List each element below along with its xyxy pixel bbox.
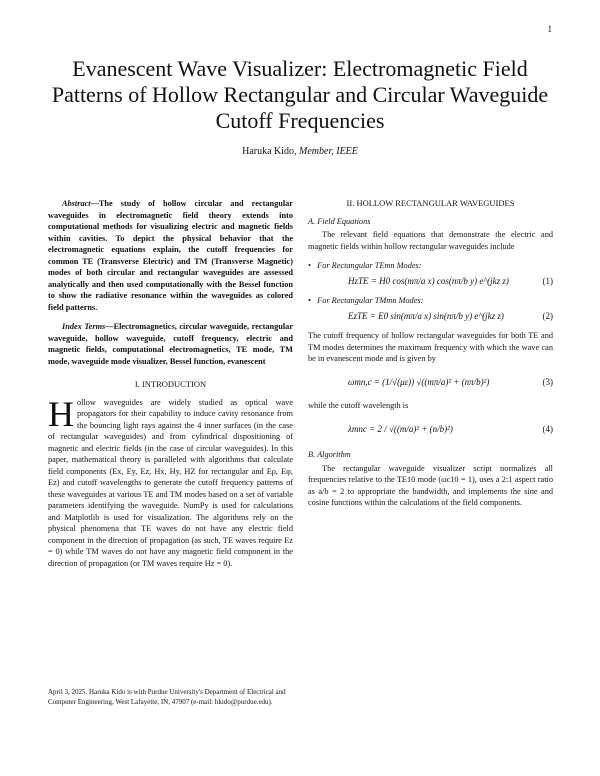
author-role: Member, IEEE: [299, 146, 358, 157]
bullet-te-label: For Rectangular TEmn Modes:: [317, 261, 422, 270]
cutoff-frequency-text: The cutoff frequency of hollow rectangular waveguides for both TE and TM modes determines the maximum frequency with which the wave can be in evanescent mode and is given by: [308, 331, 553, 363]
footnote: April 3, 2025. Haruka Kido is with Purdue University's Department of Electrical and Computer Engineering, West Lafayette, IN, 47907 (e-mail: hkido@purdue.edu).: [48, 688, 286, 706]
index-terms: [48, 321, 293, 367]
section-2-heading: II. HOLLOW RECTANGULAR WAVEGUIDES: [346, 198, 515, 208]
abstract-label: Abstract: [62, 199, 91, 208]
equation-2-body: EzTE = E0 sin(mπ/a x) sin(nπ/b y) e^(jkz z): [348, 310, 504, 321]
bullet-te-modes: • For Rectangular TEmn Modes:: [308, 261, 422, 270]
bullet-tm-modes: • For Rectangular TMmn Modes:: [308, 296, 424, 305]
equation-2: [308, 311, 553, 323]
section-1-heading: I. INTRODUCTION: [134, 379, 207, 389]
field-equations-text: The relevant field equations that demonstrate the electric and magnetic fields within hollow rectangular waveguides include: [308, 230, 553, 251]
paper-title: Evanescent Wave Visualizer: Electromagnetic Field Patterns of Hollow Rectangular and Circular Waveguide Cutoff Frequencies: [51, 56, 549, 133]
equation-2-number: (2): [542, 310, 553, 321]
equation-1-body: HzTE = H0 cos(mπ/a x) cos(nπ/b y) e^(jkz z): [348, 275, 509, 286]
index-terms-text: —Electromagnetics, circular waveguide, rectangular waveguide, hollow waveguide, cutoff frequency, electric and magnetic fields, computational electromagnetics, TE mode, TM mode, waveguide mode visualizer, Bessel function, evanescent: [48, 322, 293, 366]
algorithm-text: The rectangular waveguide visualizer script normalizes all frequencies relative to the TE10 mode (ωc10 = 1), uses a 2:1 aspect ratio as a/b = 2 to appropriate the bandwidth, and implements the sine and cosine functions within the calculations of the field components.: [308, 463, 553, 507]
introduction-paragraph: [48, 393, 293, 570]
equation-4: [308, 424, 553, 436]
bullet-tm-label: For Rectangular TMmn Modes:: [317, 296, 424, 305]
left-column: [48, 198, 293, 569]
drop-cap: H: [48, 393, 74, 434]
index-terms-label: Index Terms: [62, 322, 106, 331]
equation-1-number: (1): [542, 275, 553, 286]
abstract-text: —The study of hollow circular and rectangular waveguides in electromagnetic field theory extends into computational methods for visualizing electric and magnetic fields within cavities. To depict the physical behavior that the electromagnetic equations explain, the cutoff frequencies for common TE (Transverse Electric) and TM (Transverse Magnetic) modes of both circular and rectangular waveguides are assessed analytically and then used computationally with the Bessel function to show the radiative resonance within the waveguides as colored field patterns.: [48, 199, 293, 312]
cutoff-wavelength-text: while the cutoff wavelength is: [308, 401, 409, 410]
author-line: [0, 146, 600, 157]
abstract: [48, 198, 293, 313]
equation-4-number: (4): [542, 423, 553, 434]
page-number: 1: [547, 24, 552, 34]
equation-3: [308, 377, 553, 389]
subsection-b-heading: B. Algorithm: [308, 450, 351, 459]
right-column: [308, 198, 553, 509]
introduction-text: ollow waveguides are widely studied as optical wave propagators for their capability to induce cavity resonance from the bouncing light rays against the 4 inner surfaces (in the case of rectangular waveguides) and from cylindrical dispositioning of magnetic and electric fields (in the case of circular waveguides). In this paper, mathematical theory is paralleled with algorithms that calculate field components (Ex, Ey, Ez, Hx, Hy, HZ for rectangular and Eρ, Eφ, Ez) and cutoff wavelengths to generate the cutoff frequency patterns of these waveguides at various TE and TM modes based on a set of variable parameters identifying the waveguide. NumPy is used for calculations and Matplotlib is used for visualization. The algorithms rely on the physical phenomena that TE waves do not have any electric field component in the direction of propagation (as such, TE waves require Ez = 0) while TM waves do not have any magnetic field component in the direction of propagation (or TM waves require Hz = 0).: [48, 397, 293, 568]
equation-3-number: (3): [542, 376, 553, 387]
equation-1: [308, 276, 553, 288]
equation-3-body: ωmn,c = (1/√(με)) √((mπ/a)² + (nπ/b)²): [348, 376, 490, 387]
equation-4-body: λmnc = 2 / √((m/a)² + (n/b)²): [348, 423, 453, 434]
author-name: Haruka Kido,: [242, 146, 297, 157]
subsection-a-heading: A. Field Equations: [308, 216, 371, 226]
